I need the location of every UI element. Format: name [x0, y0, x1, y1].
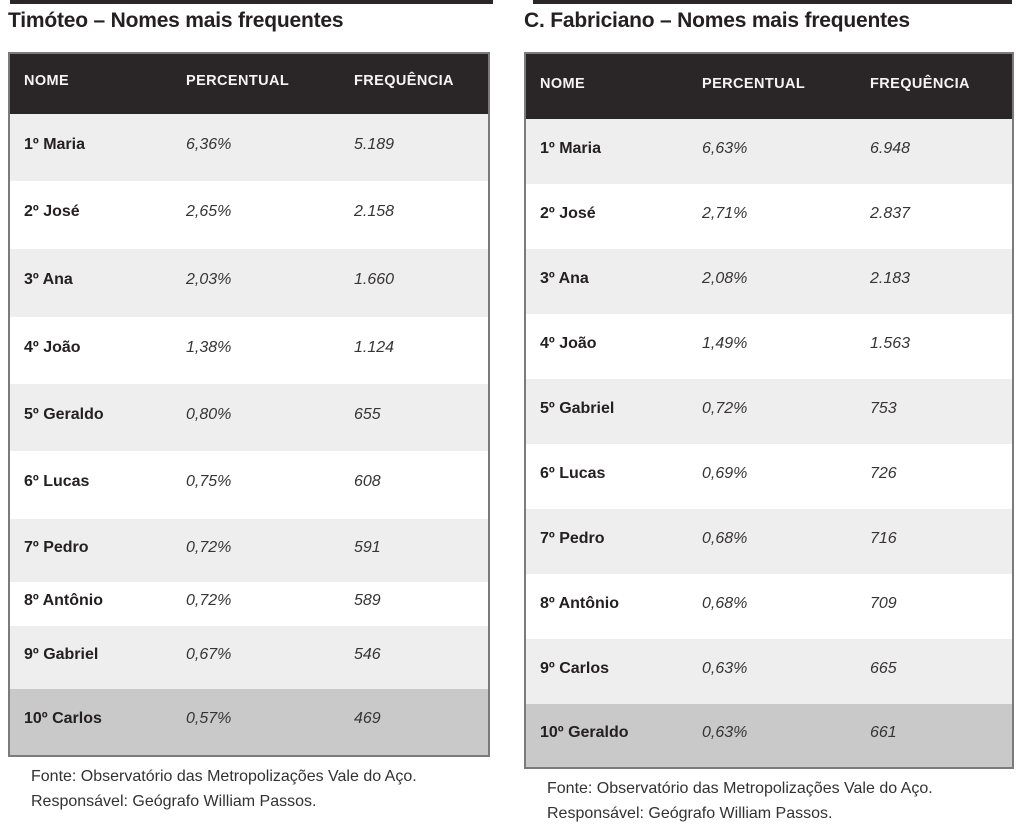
cell-percentual: 0,72% [186, 592, 232, 609]
table-title-fabriciano: C. Fabriciano – Nomes mais frequentes [524, 9, 910, 32]
table-row [526, 119, 1012, 184]
cell-name: 7º Pedro [24, 538, 89, 556]
cell-name: 9º Carlos [540, 659, 609, 677]
table-row [10, 519, 488, 582]
column-header-percentual: PERCENTUAL [702, 75, 806, 92]
cell-frequencia: 665 [870, 659, 897, 677]
cropped-content-strip-right [533, 0, 1012, 4]
cell-frequencia: 2.158 [354, 203, 395, 220]
cell-percentual: 0,68% [702, 529, 748, 547]
cell-name: 2º José [24, 203, 80, 220]
table-row [10, 582, 488, 626]
cell-frequencia: 726 [870, 464, 897, 482]
source-note-fabriciano [524, 776, 1014, 826]
cell-name: 9º Gabriel [24, 645, 99, 663]
cell-name: 10º Carlos [24, 710, 102, 727]
cell-percentual: 2,65% [186, 203, 232, 220]
cell-percentual: 2,08% [702, 269, 748, 287]
cell-frequencia: 2.183 [870, 269, 911, 287]
table-row [526, 184, 1012, 249]
table-header-row [10, 54, 488, 114]
table-body [10, 114, 488, 755]
cell-name: 4º João [540, 334, 597, 352]
cell-name: 8º Antônio [24, 592, 104, 609]
cell-frequencia: 5.189 [354, 135, 395, 153]
cell-percentual: 0,63% [702, 723, 748, 741]
panel-timoteo [8, 6, 490, 814]
cell-name: 1º Maria [540, 139, 601, 157]
table-row [526, 444, 1012, 509]
cell-name: 6º Lucas [24, 473, 90, 490]
table-row [10, 114, 488, 181]
cell-percentual: 6,63% [702, 139, 748, 157]
cell-percentual: 0,80% [186, 405, 232, 423]
table-row [526, 509, 1012, 574]
responsible-line: Responsável: Geógrafo William Passos. [547, 805, 833, 822]
cell-percentual: 0,69% [702, 464, 748, 482]
cell-percentual: 2,71% [702, 204, 748, 222]
table-row [10, 451, 488, 519]
source-line: Fonte: Observatório das Metropolizações Vale do Aço. [547, 780, 933, 797]
cell-percentual: 0,68% [702, 594, 748, 612]
cell-name: 5º Gabriel [540, 399, 615, 417]
table-row [10, 181, 488, 249]
cell-name: 6º Lucas [540, 464, 606, 482]
source-line: Fonte: Observatório das Metropolizações Vale do Aço. [31, 768, 417, 785]
source-note-timoteo [8, 764, 490, 814]
cell-name: 3º Ana [24, 271, 73, 288]
table-row [526, 639, 1012, 704]
cell-frequencia: 546 [354, 645, 381, 663]
cropped-content-strip-left [10, 0, 493, 4]
cell-percentual: 2,03% [186, 271, 232, 288]
cell-frequencia: 608 [354, 473, 381, 490]
cell-frequencia: 2.837 [870, 204, 911, 222]
table-row [10, 626, 488, 689]
column-header-frequencia: FREQUÊNCIA [354, 73, 454, 89]
cell-frequencia: 6.948 [870, 139, 911, 157]
names-table-timoteo [8, 52, 490, 757]
table-row [10, 689, 488, 755]
cell-percentual: 6,36% [186, 135, 232, 153]
cell-percentual: 0,57% [186, 710, 232, 727]
responsible-line: Responsável: Geógrafo William Passos. [31, 793, 317, 810]
cell-percentual: 1,38% [186, 338, 232, 356]
panel-fabriciano [524, 6, 1014, 826]
table-header-row [526, 54, 1012, 119]
cell-name: 2º José [540, 204, 596, 222]
cell-frequencia: 1.563 [870, 334, 911, 352]
cell-frequencia: 1.124 [354, 338, 395, 356]
cell-percentual: 1,49% [702, 334, 748, 352]
cell-name: 7º Pedro [540, 529, 605, 547]
table-row [526, 249, 1012, 314]
cell-name: 1º Maria [24, 135, 85, 153]
cell-frequencia: 709 [870, 594, 897, 612]
column-header-nome: NOME [540, 75, 586, 92]
table-body [526, 119, 1012, 767]
cell-percentual: 0,67% [186, 645, 232, 663]
cell-percentual: 0,72% [702, 399, 748, 417]
cell-name: 3º Ana [540, 269, 589, 287]
cell-frequencia: 655 [354, 405, 381, 423]
names-table-fabriciano [524, 52, 1014, 769]
table-row [10, 249, 488, 317]
cell-name: 5º Geraldo [24, 405, 104, 423]
table-row [10, 317, 488, 384]
cell-frequencia: 1.660 [354, 271, 395, 288]
cell-name: 4º João [24, 338, 81, 356]
cell-frequencia: 589 [354, 592, 381, 609]
column-header-percentual: PERCENTUAL [186, 73, 290, 89]
cell-name: 10º Geraldo [540, 723, 629, 741]
table-row [526, 574, 1012, 639]
cell-name: 8º Antônio [540, 594, 620, 612]
column-header-frequencia: FREQUÊNCIA [870, 75, 970, 92]
column-header-nome: NOME [24, 73, 70, 89]
table-row [10, 384, 488, 451]
cell-percentual: 0,75% [186, 473, 232, 490]
cell-frequencia: 661 [870, 723, 897, 741]
table-row [526, 314, 1012, 379]
cell-frequencia: 753 [870, 399, 897, 417]
cell-frequencia: 591 [354, 538, 381, 556]
table-row [526, 704, 1012, 767]
table-title-timoteo: Timóteo – Nomes mais frequentes [8, 9, 344, 32]
table-row [526, 379, 1012, 444]
cell-percentual: 0,72% [186, 538, 232, 556]
cell-frequencia: 716 [870, 529, 897, 547]
cell-frequencia: 469 [354, 710, 381, 727]
cell-percentual: 0,63% [702, 659, 748, 677]
